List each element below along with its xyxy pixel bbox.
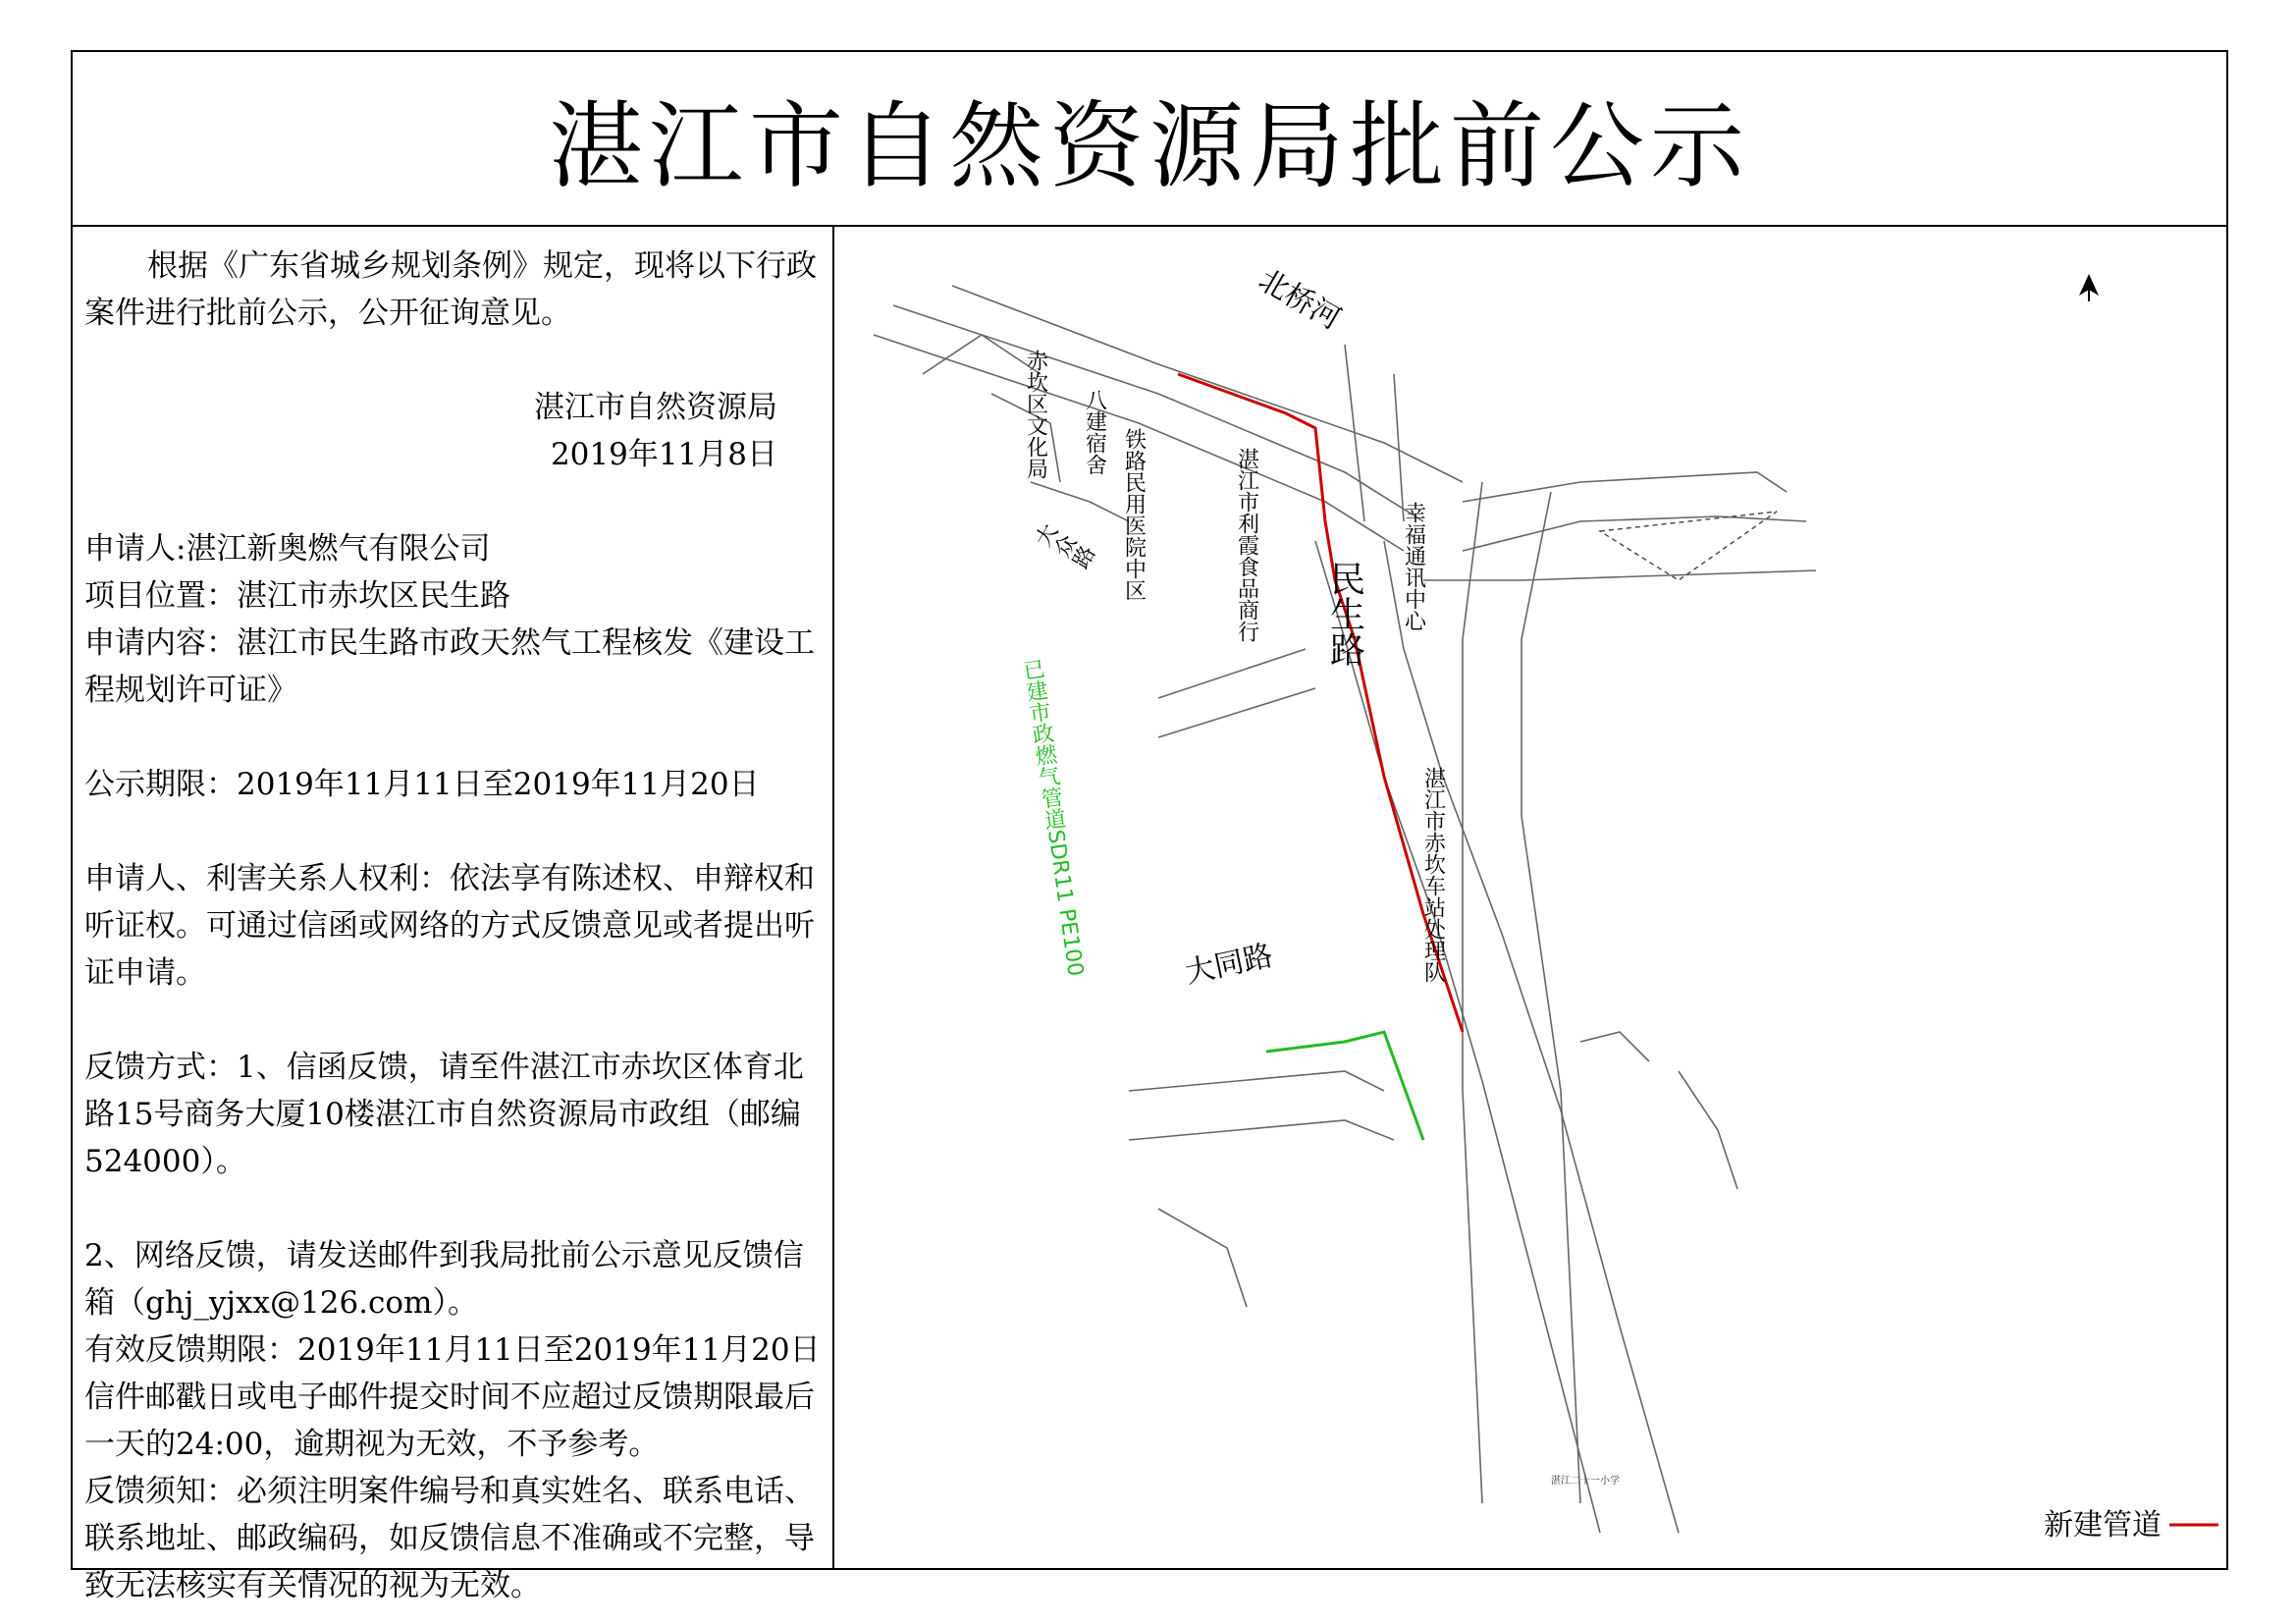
minsheng-label: 民生路: [1324, 561, 1365, 667]
notice-issuer: 湛江市自然资源局: [534, 390, 777, 425]
legend-label: 新建管道: [2044, 1508, 2162, 1543]
welfare-label: 幸福通讯中心: [1401, 502, 1426, 631]
title-row: [73, 52, 2226, 227]
feedback-mail: 反馈方式：1、信函反馈，请至件湛江市赤坎区体育北路15号商务大厦10楼湛江市自然资源局市政组（邮编524000）。: [84, 1050, 804, 1179]
north-arrow-icon: [2079, 274, 2099, 301]
dorm-label: 八建宿舍: [1082, 389, 1107, 475]
food-label: 湛江市利霞食品商行: [1234, 448, 1259, 642]
notice-intro: 根据《广东省城乡规划条例》规定，现将以下行政案件进行批前公示，公开征询意见。: [84, 248, 817, 331]
road-network: [874, 286, 1816, 1533]
page-title: 湛江市自然资源局批前公示: [549, 90, 1750, 201]
river-label: 北桥河: [1253, 262, 1347, 337]
application-content: 申请内容：湛江市民生路市政天然气工程核发《建设工程规划许可证》: [84, 625, 815, 708]
green-parcel: [1600, 512, 1777, 580]
deadline-note: 信件邮戳日或电子邮件提交时间不应超过反馈期限最后一天的24:00，逾期视为无效，不予参考。: [84, 1380, 815, 1462]
property-label: 湛江市赤坎车站处理队: [1420, 767, 1446, 983]
notice-text-panel: [73, 227, 834, 1603]
dazhong-label: 大众路: [1029, 520, 1098, 574]
notice-date: 2019年11月8日: [550, 437, 777, 472]
applicant: 申请人:湛江新奥燃气有限公司: [84, 531, 491, 567]
feedback-web: 2、网络反馈，请发送邮件到我局批前公示意见反馈信箱（ghj_yjxx@126.com）。: [84, 1238, 804, 1321]
valid-period: 有效反馈期限：2019年11月11日至2019年11月20日: [84, 1332, 821, 1368]
existing-pipe-line: [1266, 1032, 1423, 1140]
culture-label: 赤坎区文化局: [1023, 350, 1048, 479]
project-location: 项目位置：湛江市赤坎区民生路: [84, 578, 510, 614]
datong-label: 大同路: [1182, 938, 1276, 991]
applicant-rights: 申请人、利害关系人权利：依法享有陈述权、申辩权和听证权。可通过信函或网络的方式反馈意见或者提出听证申请。: [84, 861, 815, 991]
site-map-svg: [834, 227, 2226, 1570]
notice-period: 公示期限：2019年11月11日至2019年11月20日: [84, 767, 760, 802]
hospital-label: 铁路民用医院中区: [1121, 428, 1147, 601]
feedback-requirements: 反馈须知：必须注明案件编号和真实姓名、联系电话、联系地址、邮政编码，如反馈信息不准确或不完整，导致无法核实有关情况的视为无效。: [84, 1474, 815, 1603]
site-map: [834, 227, 2226, 1570]
notice-frame: [71, 50, 2228, 1603]
existing-pipe-label: 已建市政燃气管道SDR11 PE100: [1018, 657, 1088, 978]
school-label: 湛江二十一小学: [1551, 1476, 1620, 1487]
